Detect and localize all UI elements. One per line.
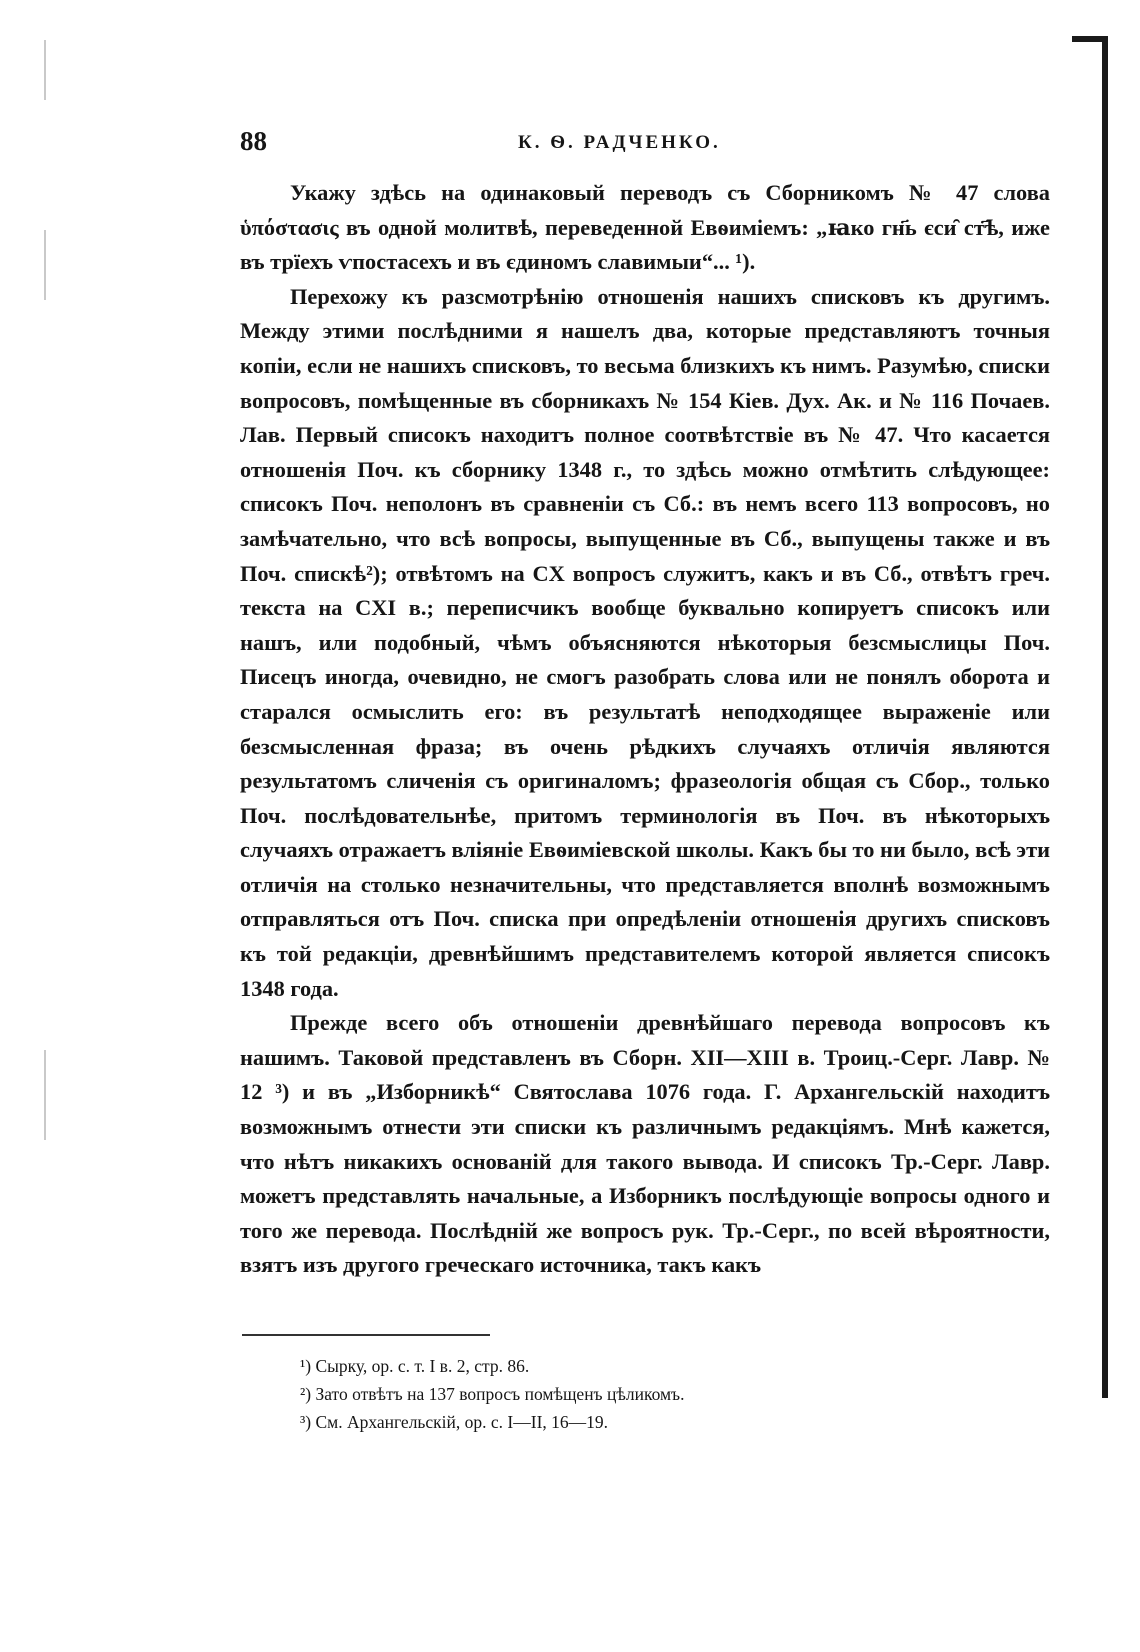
scan-border-right (1102, 38, 1108, 1398)
scan-margin-mark (44, 40, 46, 100)
body-text (240, 176, 1050, 1283)
page-number: 88 (240, 126, 267, 156)
running-head: К. Ѳ. РАДЧЕНКО. (518, 132, 721, 153)
scan-margin-mark (44, 230, 46, 300)
paragraph: Прежде всего объ отношеніи древнѣйшаго перевода вопросовъ къ нашимъ. Таковой представленъ въ Сборн. XII—XIII в. Троиц.-Серг. Лавр. № 12 ³) и въ „Изборникѣ“ Святослава 1076 года. Г. Архангельскій находитъ возможнымъ отнести эти списки къ различнымъ редакціямъ. Мнѣ кажется, что нѣтъ никакихъ основаній для такого вывода. И списокъ Тр.-Серг. Лавр. можетъ представлять начальные, а Изборникъ послѣдующіе вопросы одного и того же перевода. Послѣдній же вопросъ рук. Тр.-Серг., по всей вѣроятности, взятъ изъ другого греческаго источника, такъ какъ (240, 1010, 1050, 1278)
paragraph: Перехожу къ разсмотрѣнію отношенія нашихъ списковъ къ другимъ. Между этими послѣдними я нашелъ два, которые представляютъ точныя копіи, если не нашихъ списковъ, то весьма близкихъ къ нимъ. Разумѣю, списки вопросовъ, помѣщенные въ сборникахъ № 154 Кіев. Дух. Ак. и № 116 Почаев. Лав. Первый списокъ находитъ полное соотвѣтствіе въ № 47. Что касается отношенія Поч. къ сборнику 1348 г., то здѣсь можно отмѣтить слѣдующее: списокъ Поч. неполонъ въ сравненіи съ Сб.: въ немъ всего 113 вопросовъ, но замѣчательно, что всѣ вопросы, выпущенные въ Сб., выпущены также и въ Поч. спискѣ²); отвѣтомъ на CX вопросъ служитъ, какъ и въ Сб., отвѣтъ греч. текста на CXI в.; переписчикъ вообще буквально копируетъ списокъ или нашъ, или подобный, чѣмъ объясняются нѣкоторыя безсмыслицы Поч. Писецъ иногда, очевидно, не смогъ разобрать слова или не понялъ оборота и старался осмыслить его: въ результатѣ неподходящее выраженіе или безсмысленная фраза; въ очень рѣдкихъ случаяхъ отличія являются результатомъ сличенія съ оригиналомъ; фразеологія общая съ Сбор., только Поч. послѣдовательнѣе, притомъ терминологія въ Поч. въ нѣкоторыхъ случаяхъ отражаетъ вліяніе Евѳиміевской школы. Какъ бы то ни было, всѣ эти отличія на столько незначительны, что представляется вполнѣ возможнымъ отправляться отъ Поч. списка при опредѣленіи отношенія другихъ списковъ къ той редакціи, древнѣйшимъ представителемъ которой является списокъ 1348 года. (240, 283, 1050, 1001)
footnote: ³) См. Архангельскій, ор. с. I—II, 16—19. (300, 1412, 609, 1432)
footnote: ¹) Сырку, ор. с. т. I в. 2, стр. 86. (300, 1356, 530, 1376)
scan-margin-mark (44, 1050, 46, 1140)
paragraph: Укажу здѣсь на одинаковый переводъ съ Сборникомъ № 47 слова ὑπόστασις въ одной молитвѣ, переведенной Евѳиміемъ: „ꙗко гн҃ь єси̑ ст҃ѣ, иже въ трїехъ ѵпостасехъ и въ єдиномъ славимыи“... ¹). (240, 180, 1050, 275)
footnote: ²) Зато отвѣтъ на 137 вопросъ помѣщенъ цѣликомъ. (300, 1384, 685, 1404)
footnotes (300, 1352, 1000, 1436)
page-header (240, 126, 1050, 162)
footnote-separator (242, 1334, 490, 1336)
